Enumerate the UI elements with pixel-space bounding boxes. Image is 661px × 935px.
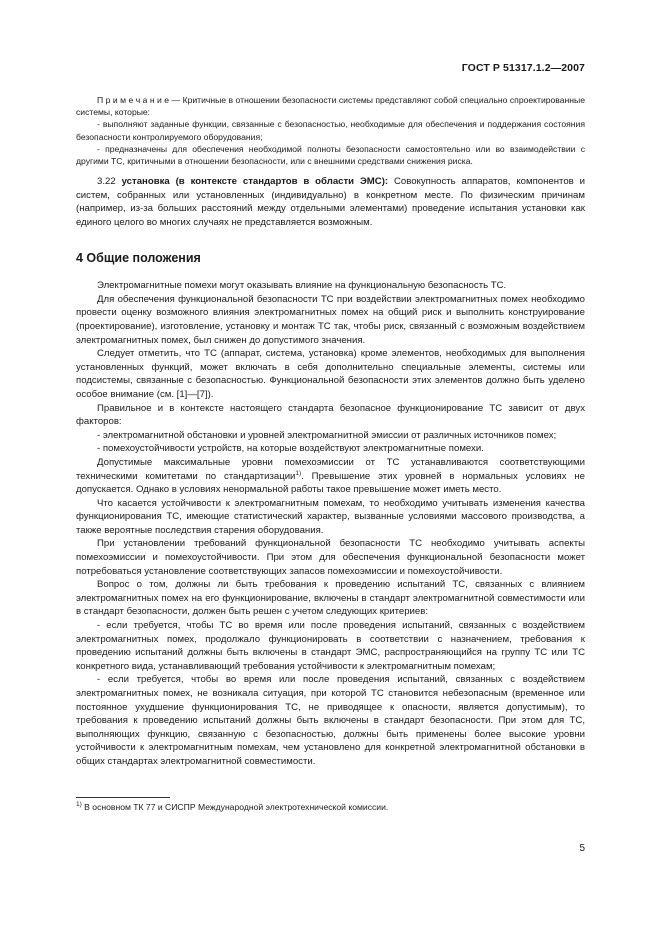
page-number: 5 <box>579 843 585 854</box>
list-item: - если требуется, чтобы во время или после проведения испытаний, связанных с воздействием электромагнитных помех, не возникала ситуация, при которой ТС становится небезопасным (временное или постоянное ухудшение функционирования ТС, не приводящее к опасности, является допустимым), то требования к проведению испытаний должны быть включены в стандарт безопасности. При этом для ТС, выполняющих функцию, связанную с безопасностью, должны быть применены более высокие уровни устойчивости к электромагнитным помехам, чем установлено для конкретной электромагнитной обстановки в общих стандартах электромагнитной совместимости. <box>76 674 585 767</box>
term-definition: Совокупность аппаратов, компонентов и систем, собранных или установленных (индивидуально) в конкретном месте. По физическим причинам (например, из-за больших расстояний между отдельными элементами) проведение испытания установки как единого целого во многих случаях не представляется возможным. <box>76 176 585 228</box>
paragraph: При установлении требований функциональной безопасности ТС необходимо учитывать аспекты помехоэмиссии и помехоустойчивости. При этом для обеспечения функциональной безопасности может потребоваться установление соответствующих запасов помехоэмиссии и помехоустойчивости. <box>76 538 585 577</box>
paragraph: Электромагнитные помехи могут оказывать влияние на функциональную безопасность ТС. <box>97 280 507 292</box>
standard-code: ГОСТ Р 51317.1.2—2007 <box>461 62 585 74</box>
paragraph: Что касается устойчивости к электромагнитным помехам, то необходимо учитывать изменения качества функционирования ТС, имеющие статистический характер, вызванные условиями массового производства, а также вероятные последствия старения оборудования. <box>76 497 585 536</box>
footnote-mark: 1) <box>76 801 82 809</box>
list-item: - помехоустойчивости устройств, на которые воздействуют электромагнитные помехи. <box>97 443 484 455</box>
note-label: П р и м е ч а н и е <box>97 95 170 105</box>
term-number: 3.22 <box>97 176 116 188</box>
term-3-22 <box>76 175 585 229</box>
section-heading: 4 Общие положения <box>76 250 201 265</box>
footnote <box>76 801 585 813</box>
paragraph: Следует отметить, что ТС (аппарат, система, установка) кроме элементов, необходимых для выполнения установленных функций, может включать в себя дополнительно специальные элементы, системы или подсистемы, связанные с безопасностью. Функциональной безопасности этих элементов должно быть уделено особое внимание (см. [1]—[7]). <box>76 348 585 400</box>
note-intro-text: — Критичные в отношении безопасности системы представляют собой специально спроектированные системы, которые: <box>76 95 586 118</box>
note-intro <box>76 94 585 118</box>
paragraph: Для обеспечения функциональной безопасности ТС при воздействии электромагнитных помех необходимо провести оценку возможного влияния электромагнитных помех на общий риск и выполнить конструирование (проектирование), изготовление, установку и монтаж ТС так, чтобы риск, связанный с возможным воздействием электромагнитных помех, был снижен до допустимого значения. <box>76 293 585 346</box>
page-content <box>76 94 585 769</box>
note-item: - выполняют заданные функции, связанные с безопасностью, необходимые для обеспечения и поддержания состояния безопасности контролируемого оборудования; <box>76 119 585 142</box>
list-item: - электромагнитной обстановки и уровней электромагнитной эмиссии от различных источников помех; <box>97 429 557 441</box>
paragraph: Правильное и в контексте настоящего стандарта безопасное функционирование ТС зависит от двух факторов: <box>76 402 585 428</box>
section-body <box>76 279 585 768</box>
list-item: - если требуется, чтобы ТС во время или после проведения испытаний, связанных с воздействием электромагнитных помех, продолжало функционировать в соответствии с назначением, требования к проведению испытаний должны быть включены в стандарт ЭМС, распространяющийся на группу ТС или ТС конкретного вида, устанавливающий требования устойчивости к электромагнитным помехам; <box>76 620 585 672</box>
paragraph: Допустимые максимальные уровни помехоэмиссии от ТС устанавливаются соответствующими техническими комитетами по стандартизации$^{1)}$. Превышение этих уровней в нормальных условиях не допускается. Однако в условиях ненормальной работы такое превышение может иметь место. <box>76 456 585 496</box>
term-title: установка (в контексте стандартов в области ЭМС): <box>121 176 389 188</box>
footnote-ref: 1) <box>295 469 302 477</box>
footnote-text: В основном ТК 77 и СИСПР Международной электротехнической комиссии. <box>81 802 389 812</box>
note-item: - предназначены для обеспечения необходимой полноты безопасности самостоятельно или во взаимодействии с другими ТС, критичными в отношении безопасности, или с внешними средствами снижения риска. <box>76 143 585 167</box>
footnote-separator <box>76 797 170 798</box>
note-block <box>76 94 585 167</box>
paragraph: Вопрос о том, должны ли быть требования к проведению испытаний ТС, связанных с влиянием электромагнитных помех на его функционирование, включены в стандарт электромагнитной совместимости или в стандарт безопасности, должен быть решен с учетом следующих критериев: <box>76 579 585 618</box>
